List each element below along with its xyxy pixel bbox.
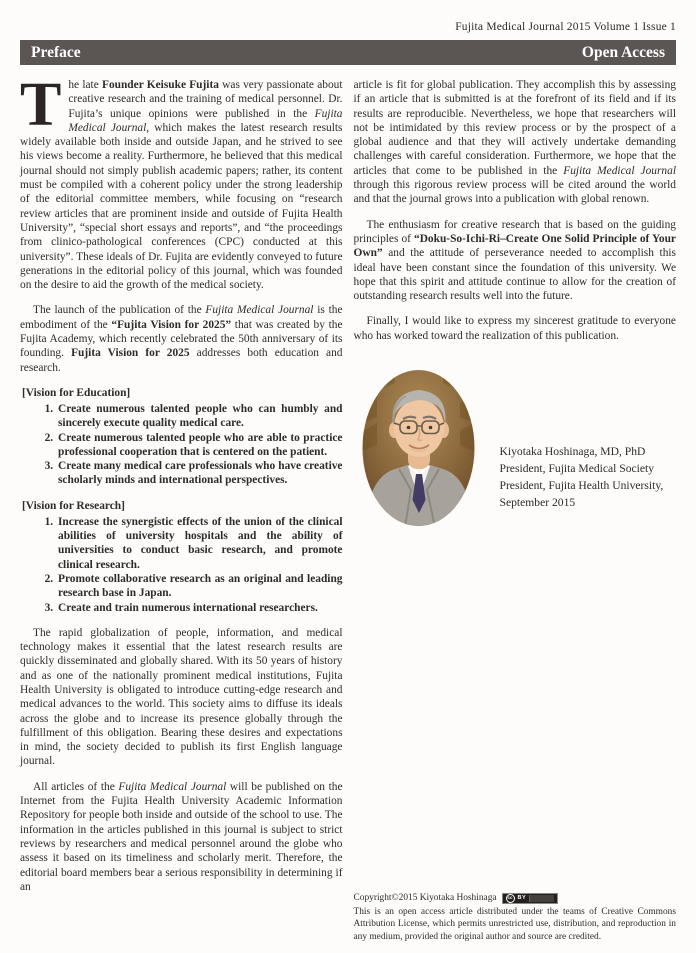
president-portrait-photo: [361, 369, 476, 527]
vision-research-heading: [Vision for Research]: [22, 499, 125, 512]
signature-line: President, Fujita Health University,: [499, 479, 664, 493]
cc-by-license-icon: [502, 893, 559, 904]
vision-education-list: [20, 402, 343, 488]
journal-header-line: Fujita Medical Journal 2015 Volume 1 Issue 1: [455, 21, 676, 33]
signature-line: Kiyotaka Hoshinaga, MD, PhD: [499, 445, 646, 459]
signature-line: President, Fujita Medical Society: [499, 462, 655, 476]
vision-education-item: 1. Create numerous talented people who can humbly and sincerely execute quality medical care.: [56, 402, 343, 431]
vision-research-item: 2. Promote collaborative research as an original and leading research base in Japan.: [56, 572, 343, 601]
copyright-block: [354, 892, 677, 943]
paragraph-launch: The launch of the publication of the Fujita Medical Journal is the embodiment of the “Fujita Vision for 2025” that was created by the Fujita Academy, which recently celebrated the 50th anniversary of its founding. Fujita Vision for 2025 addresses both education and research.: [20, 304, 343, 374]
banner-title: Preface: [31, 43, 81, 61]
dropcap-letter: T: [20, 71, 62, 139]
cc-circle-icon: cc: [506, 894, 515, 903]
paragraph-globalization: The rapid globalization of people, information, and medical technology makes it essential that the latest research results are quickly disseminated and globally shared. With its 50 years of history and as one of the nationally prominent medical institutions, Fujita Health University is obligated to introduce cutting-edge research and medical advances to the world. This society aims to diffuse its ideals across the globe and to increase its presence globally through the fulfillment of this obligation. Bearing these desires and expectations in mind, the society decided to publish its first English language journal.: [20, 626, 343, 768]
article-body: [20, 71, 676, 943]
vision-education-item: 3. Create many medical care professionals who have creative scholarly minds and international perspectives.: [56, 459, 343, 488]
license-text: This is an open access article distributed under the teams of Creative Commons Attribution License, which permits unrestricted use, distribution, and reproduction in any medium, provided the original author and source are credited.: [353, 906, 676, 942]
left-column: [20, 71, 343, 943]
paragraph-intro: The late Founder Keisuke Fujita was very passionate about creative research and the training of medical personnel. Dr. Fujita’s unique opinions were published in the Fujita Medical Journal, which makes the latest research results widely available both inside and outside Japan, and he strived to see his views become a reality. Furthermore, he believed that this medical journal should not simply publish academic papers; rather, its content must be compiled with a coherent policy under the strong leadership of the editorial committee members, while focusing on “research review articles that are prominent inside and outside of Fujita Health University”, “special short essays and reports”, and “the proceedings from clinico-pathological conferences (CPC) conducted at this university”. These ideals of Dr. Fujita are evidently conveyed to future generations in the editorial policy of this journal, which was founded on the desire to aid the growth of the medical society.: [20, 71, 343, 292]
vision-research-item: 3. Create and train numerous international researchers.: [56, 601, 343, 615]
cc-badge-filler: [529, 895, 554, 902]
signature-caption: [500, 443, 664, 511]
section-banner: [20, 40, 676, 65]
vision-education-heading: [Vision for Education]: [22, 386, 131, 399]
paragraph-finally: Finally, I would like to express my sincerest gratitude to everyone who has worked toward the realization of this publication.: [353, 315, 676, 342]
right-column: [354, 78, 677, 943]
vision-education-item: 2. Create numerous talented people who are able to practice professional cooperation that is centered on the patient.: [56, 431, 343, 460]
copyright-line: [354, 892, 677, 904]
vision-research-list: [20, 515, 343, 615]
vision-education-section: [20, 386, 343, 488]
vision-research-section: [20, 499, 343, 615]
signature-line: September 2015: [499, 496, 576, 510]
paragraph-enthusiasm: The enthusiasm for creative research that is based on the guiding principles of “Doku-So-Ichi-Ri–Create One Solid Principle of Your Own” and the attitude of perseverance needed to accomplish this ideal have been constant since the foundation of this university. We hope that this spirit and attitude continue to allow for the creation of outstanding research results well into the future.: [353, 218, 676, 303]
open-access-badge: Open Access: [581, 43, 665, 61]
cc-by-label: BY: [517, 895, 527, 902]
paragraph-review: article is fit for global publication. They accomplish this by assessing if an article that is submitted is at the forefront of its field and if its results are reproducible. Nevertheless, we hope that researchers will not be intimidated by this review process or by the prospect of a global audience and that they will actively undertake demanding challenges with careful consideration. Furthermore, we hope that the articles that come to be published in the Fujita Medical Journal through this rigorous review process will be cited around the world and that the journal grows into a publication with global renown.: [353, 79, 676, 206]
copyright-text: Copyright©2015 Kiyotaka Hoshinaga: [353, 893, 497, 904]
paragraph-all-articles: All articles of the Fujita Medical Journal will be published on the Internet from the Fujita Health University Academic Information Repository for people both inside and outside of the school to use. The information in the articles published in this journal is subject to strict reviews by researchers and medical personnel around the globe who assess it based on its timeliness and scholarly merit. Therefore, the editorial board members bear a serious responsibility in determining if an: [20, 780, 343, 893]
vision-research-item: 1. Increase the synergistic effects of the union of the clinical abilities of university hospitals and the ability of universities to conduct basic research, and promote clinical research.: [56, 515, 343, 572]
signature-block: [354, 369, 677, 527]
